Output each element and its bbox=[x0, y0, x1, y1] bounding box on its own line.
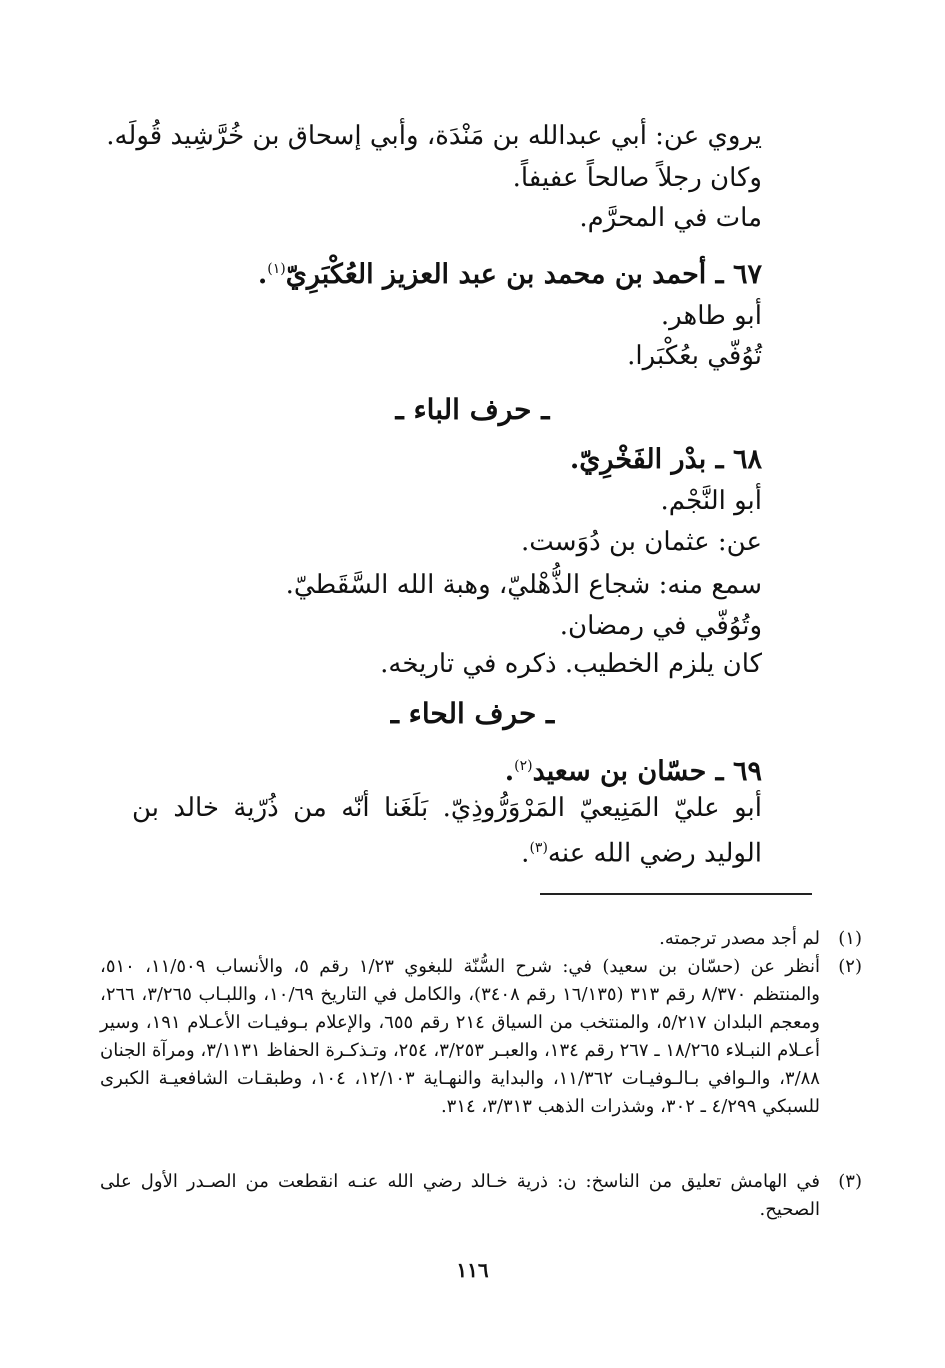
footnote-2 bbox=[100, 953, 862, 1121]
entry-68-line-2: عن: عثمان بن دُوَست. bbox=[520, 527, 762, 557]
footnote-2-number: (٢) bbox=[838, 956, 862, 977]
entry-66-line-1: يروي عن: أبي عبدالله بن مَنْدَة، وأبي إسحاق بن خُرَّشِيد قُولَه. bbox=[106, 121, 762, 151]
entry-68-line-3: سمع منه: شجاع الذُّهْليّ، وهبة الله السَّقَطيّ. bbox=[285, 570, 762, 600]
entry-68-line-5: كان يلزم الخطيب. ذكره في تاريخه. bbox=[380, 649, 762, 679]
entry-69-paragraph bbox=[132, 788, 762, 874]
footnote-ref-3: (٣) bbox=[529, 840, 548, 856]
entry-67-line-1: أبو طاهر. bbox=[660, 301, 762, 331]
page-number: ١١٦ bbox=[456, 1258, 489, 1282]
footnote-ref-1: (١) bbox=[267, 261, 286, 277]
entry-69-paragraph-end: . bbox=[521, 838, 530, 869]
footnote-ref-2: (٢) bbox=[514, 758, 533, 774]
footnote-1-number: (١) bbox=[838, 928, 862, 949]
entry-67-title-end: . bbox=[257, 259, 268, 290]
footnote-1-text: لم أجد مصدر ترجمته. bbox=[659, 928, 820, 949]
footnote-3 bbox=[100, 1168, 862, 1224]
entry-66-line-2: وكان رجلاً صالحاً عفيفاً. bbox=[512, 163, 762, 193]
footnote-3-number: (٣) bbox=[838, 1171, 862, 1192]
section-heading-ba: ـ حرف الباء ـ bbox=[395, 393, 550, 426]
entry-67-title-text: ٦٧ ـ أحمد بن محمد بن عبد العزيز العُكْبَرِيّ bbox=[285, 259, 762, 290]
entry-68-line-1: أبو النَّجْم. bbox=[660, 486, 762, 516]
footnote-2-text: أنظر عن (حسّان بن سعيد) في: شرح السُّنّة للبغوي ١/٢٣ رقم ٥، والأنساب ١١/٥٠٩، ٥١٠، والمنتظم ٨/٣٧٠ رقم ٣١٣ (١٦/١٣٥ رقم ٣٤٠٨)، والكامل في التاريخ ١٠/٦٩، واللبـاب ٣/٢٦٥، ٢٦٦، ومعجم البلدان ٥/٢١٧، والمنتخب من السياق ٢١٤ رقم ٦٥٥، والإعلام بـوفيـات الأعـلام ١٩١، وسير أعـلام النبـلاء ١٨/٢٦٥ ـ ٢٦٧ رقم ١٣٤، والعبـر ٣/٢٥٣، ٢٥٤، وتـذكـرة الحفاظ ٣/١١٣١، ومرآة الجنان ٣/٨٨، والـوافي بـالـوفيـات ١١/٣٦٢، والبداية والنهـاية ١٢/١٠٣، ١٠٤، وطبقـات الشافعيـة الكبرى للسبكي ٤/٢٩٩ ـ ٣٠٢، وشذرات الذهب ٣/٣١٣، ٣١٤. bbox=[100, 956, 821, 1117]
footnote-1 bbox=[100, 925, 862, 953]
entry-67-title bbox=[258, 249, 762, 295]
entry-69-title bbox=[505, 746, 762, 792]
entry-68-title: ٦٨ ـ بدْر الفَخْرِيّ. bbox=[569, 444, 762, 475]
entry-69-title-text: ٦٩ ـ حسّان بن سعيد bbox=[532, 756, 762, 787]
entry-69-paragraph-text: أبو عليّ المَنِيعيّ المَرْوَرُّوذِيّ. بَلَغَنا أنّه من ذُرّية خالد بن الوليد رضي الله عنه bbox=[132, 793, 762, 869]
footnote-3-text: في الهامش تعليق من الناسخ: ن: ذرية خـالد رضي الله عنـه انقطعت من الصـدر الأول على الصحيح. bbox=[100, 1171, 820, 1220]
footnote-separator bbox=[540, 893, 812, 895]
entry-68-line-4: وتُوُفّي في رمضان. bbox=[559, 611, 762, 641]
entry-67-line-2: تُوُفّي بعُكْبَرا. bbox=[627, 341, 762, 371]
entry-69-title-end: . bbox=[504, 756, 515, 787]
section-heading-ha: ـ حرف الحاء ـ bbox=[390, 697, 555, 730]
entry-66-line-3: مات في المحرَّم. bbox=[579, 203, 762, 233]
